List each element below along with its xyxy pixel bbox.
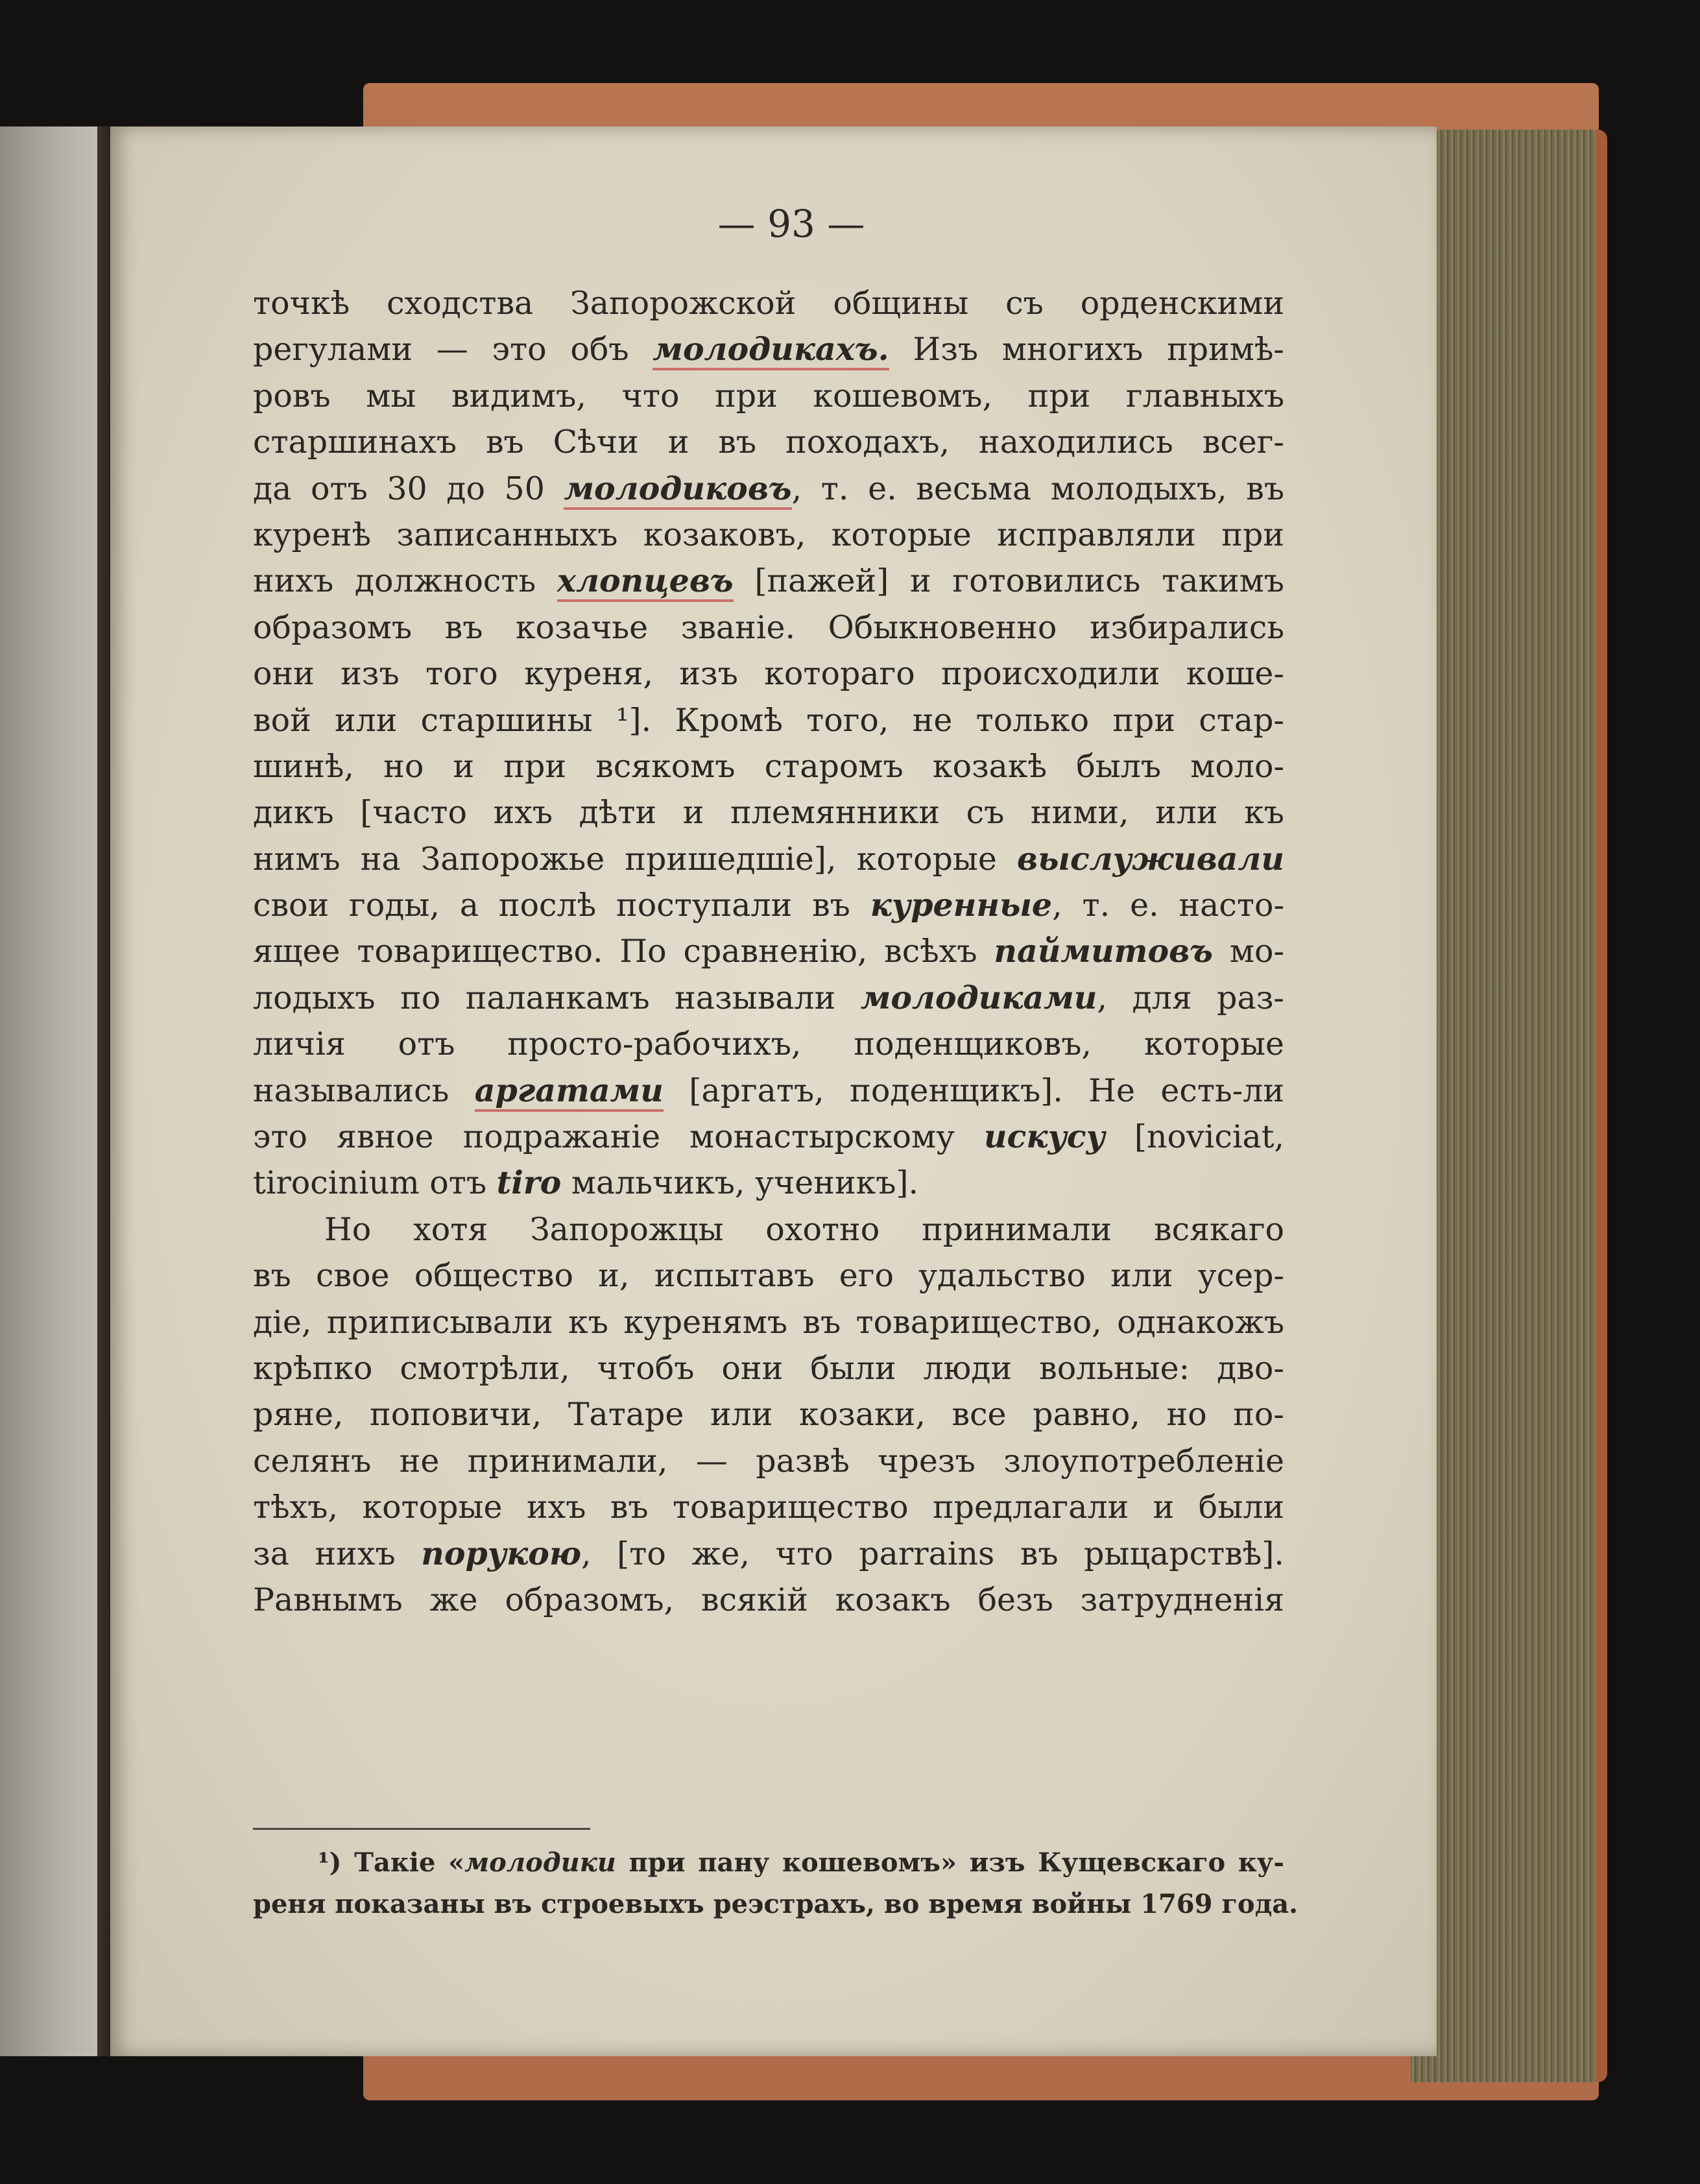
body-line — [253, 1299, 1284, 1345]
body-text: ровъ мы видимъ, что при кошевомъ, при главныхъ — [253, 377, 1284, 414]
body-text: діе, приписывали къ куренямъ въ товарищество, однакожъ — [253, 1303, 1284, 1341]
body-text: за нихъ — [253, 1535, 422, 1572]
body-emphasis: куренные — [870, 886, 1053, 924]
body-text: вой или старшины ¹]. Кромѣ того, не только при стар- — [253, 701, 1284, 739]
body-line — [253, 928, 1284, 974]
body-emphasis: искусу — [983, 1118, 1105, 1156]
body-text: образомъ въ козачье званіе. Обыкновенно избирались — [253, 608, 1284, 646]
body-line — [253, 1577, 1284, 1623]
body-text: крѣпко смотрѣли, чтобъ они были люди вольные: дво- — [253, 1349, 1284, 1387]
footnote-emphasis: молодики — [464, 1847, 616, 1878]
body-text: нихъ должность — [253, 562, 557, 600]
page-number: — 93 — — [717, 202, 865, 246]
body-text: мо- — [1212, 933, 1284, 970]
body-text: [аргатъ, поденщикъ]. Не есть-ли — [663, 1072, 1284, 1109]
body-text: селянъ не принимали, — развѣ чрезъ злоупотребленіе — [253, 1442, 1284, 1480]
body-line — [253, 558, 1284, 604]
body-text: шинѣ, но и при всякомъ старомъ козакѣ былъ моло- — [253, 747, 1284, 785]
body-line — [253, 789, 1284, 835]
body-emphasis: паймитовъ — [994, 932, 1213, 970]
body-line — [253, 1484, 1284, 1530]
footnote-line — [253, 1842, 1284, 1884]
body-emphasis: порукою — [421, 1534, 582, 1572]
body-text: , для раз- — [1097, 979, 1284, 1016]
body-text: [noviciat, — [1105, 1118, 1285, 1156]
body-emphasis: молодиками — [860, 978, 1097, 1016]
body-line — [253, 697, 1284, 743]
body-line — [253, 1391, 1284, 1437]
body-text: въ свое общество и, испытавъ его удальство или усер- — [253, 1257, 1284, 1295]
body-line — [253, 882, 1284, 928]
footnote-text: реня показаны въ строевыхъ реэстрахъ, во время войны 1769 года. — [253, 1889, 1299, 1919]
body-text: , т. е. весьма молодыхъ, въ — [791, 470, 1284, 507]
body-line — [253, 373, 1284, 419]
body-text: старшинахъ въ Сѣчи и въ походахъ, находились всег- — [253, 424, 1284, 461]
body-text: свои годы, а послѣ поступали въ — [253, 887, 870, 924]
body-line — [253, 605, 1284, 651]
body-text: да отъ 30 до 50 — [253, 470, 564, 507]
footnote-text: при пану кошевомъ» изъ Кущевскаго ку- — [616, 1847, 1285, 1878]
footnote-text: ¹) Такіе « — [318, 1847, 465, 1878]
body-text: ящее товарищество. По сравненію, всѣхъ — [253, 933, 994, 970]
body-line — [253, 836, 1284, 882]
body-line — [253, 466, 1284, 512]
body-line — [253, 419, 1284, 465]
body-text: нимъ на Запорожье пришедшіе], которые — [253, 840, 1017, 878]
body-text: куренѣ записанныхъ козаковъ, которые исправляли при — [253, 516, 1284, 553]
body-text: точкѣ сходства Запорожской общины съ орденскими — [253, 285, 1284, 322]
body-line — [253, 743, 1284, 789]
footnote — [253, 1842, 1299, 1925]
body-line — [253, 280, 1284, 326]
body-line — [253, 1160, 1284, 1206]
footnote-line — [253, 1884, 1299, 1925]
body-text: мальчикъ, ученикъ]. — [561, 1164, 919, 1202]
body-line — [253, 326, 1284, 372]
left-page-edge — [0, 126, 104, 2056]
body-line — [253, 1438, 1284, 1484]
body-emphasis: выслуживали — [1016, 839, 1284, 878]
body-text — [253, 280, 1284, 1623]
body-text: назывались — [253, 1072, 475, 1109]
body-line — [253, 512, 1284, 558]
body-text: Но хотя Запорожцы охотно принимали всякаго — [324, 1210, 1284, 1248]
body-text: личія отъ просто-рабочихъ, поденщиковъ, которые — [253, 1026, 1284, 1063]
footnote-divider — [253, 1828, 590, 1830]
body-emphasis: tiro — [496, 1164, 562, 1202]
body-emphasis: хлопцевъ — [557, 562, 734, 602]
body-text: Изъ многихъ примѣ- — [889, 331, 1284, 368]
body-text: они изъ того куреня, изъ котораго происходили коше- — [253, 655, 1284, 693]
body-text: ряне, поповичи, Татаре или козаки, все равно, но по- — [253, 1396, 1284, 1434]
body-text: tirocinium отъ — [253, 1164, 497, 1202]
body-line — [253, 1068, 1284, 1114]
body-line — [253, 1114, 1284, 1160]
page-edges — [1411, 130, 1607, 2082]
body-text: дикъ [часто ихъ дѣти и племянники съ ними, или къ — [253, 794, 1284, 832]
body-line — [253, 1531, 1284, 1577]
body-text: это явное подражаніе монастырскому — [253, 1118, 984, 1156]
body-text: [пажей] и готовились такимъ — [733, 562, 1284, 600]
body-line — [253, 1206, 1284, 1253]
body-text: , [то же, что parrains въ рыцарствѣ]. — [581, 1535, 1285, 1572]
body-text: , т. е. насто- — [1052, 887, 1284, 924]
body-text: Равнымъ же образомъ, всякій козакъ безъ затрудненія — [253, 1581, 1284, 1618]
body-line — [253, 1345, 1284, 1391]
body-emphasis: аргатами — [475, 1072, 664, 1112]
body-line — [253, 975, 1284, 1021]
body-text: тѣхъ, которые ихъ въ товарищество предлагали и были — [253, 1489, 1284, 1526]
body-text: лодыхъ по паланкамъ называли — [253, 979, 861, 1016]
body-emphasis: молодикахъ. — [652, 330, 889, 370]
body-line — [253, 1021, 1284, 1067]
body-line — [253, 1253, 1284, 1299]
body-text: регулами — это объ — [253, 331, 653, 368]
body-line — [253, 651, 1284, 697]
body-emphasis: молодиковъ — [564, 470, 791, 510]
